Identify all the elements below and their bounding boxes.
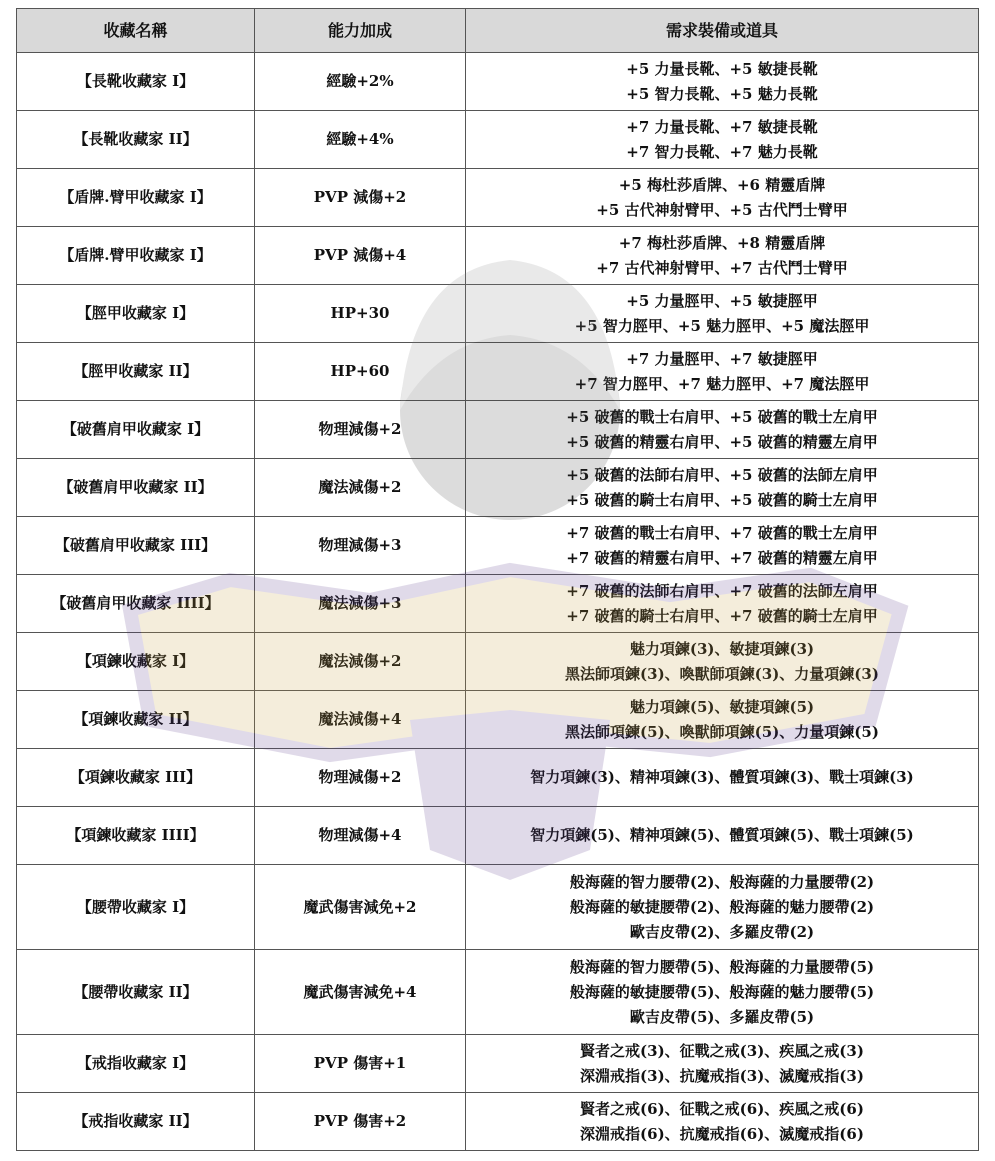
table-row [17,227,979,285]
required-item-line: +7 智力脛甲、+7 魅力脛甲、+7 魔法脛甲 [574,374,870,393]
required-items-cell [466,343,979,401]
required-item-line: +7 智力長靴、+7 魅力長靴 [626,142,818,161]
required-items-cell [466,749,979,807]
required-item-line: +5 古代神射臂甲、+5 古代鬥士臂甲 [596,200,848,219]
collection-table [16,8,979,1151]
required-item-line: 般海薩的智力腰帶(5)、般海薩的力量腰帶(5) [569,957,875,976]
ability-bonus-cell: 魔法減傷+4 [255,691,466,749]
required-item-line: +7 破舊的精靈右肩甲、+7 破舊的精靈左肩甲 [566,548,878,567]
header-collection-name: 收藏名稱 [17,9,255,53]
required-items-cell [466,633,979,691]
collection-name-cell: 【盾牌.臂甲收藏家 I】 [17,169,255,227]
table-row [17,285,979,343]
ability-bonus-cell: 物理減傷+2 [255,749,466,807]
required-item-line: 深淵戒指(3)、抗魔戒指(3)、滅魔戒指(3) [580,1066,864,1085]
ability-bonus-cell: HP+30 [255,285,466,343]
required-item-line: +7 破舊的戰士右肩甲、+7 破舊的戰士左肩甲 [566,523,878,542]
ability-bonus-cell: 經驗+4% [255,111,466,169]
ability-bonus-cell: 魔武傷害減免+4 [255,950,466,1035]
table-body [17,53,979,1151]
table-row [17,53,979,111]
required-item-line: 般海薩的智力腰帶(2)、般海薩的力量腰帶(2) [569,872,875,891]
ability-bonus-cell: 經驗+2% [255,53,466,111]
required-item-line: +5 破舊的戰士右肩甲、+5 破舊的戰士左肩甲 [566,407,878,426]
collection-name-cell: 【脛甲收藏家 II】 [17,343,255,401]
collection-name-cell: 【戒指收藏家 I】 [17,1035,255,1093]
table-row [17,691,979,749]
required-item-line: 智力項鍊(5)、精神項鍊(5)、體質項鍊(5)、戰士項鍊(5) [530,826,914,844]
collection-name-cell: 【長靴收藏家 I】 [17,53,255,111]
ability-bonus-cell: 物理減傷+2 [255,401,466,459]
required-item-line: 般海薩的敏捷腰帶(2)、般海薩的魅力腰帶(2) [569,897,875,916]
table-row [17,1093,979,1151]
ability-bonus-cell: 物理減傷+3 [255,517,466,575]
header-required-items: 需求裝備或道具 [466,9,979,53]
required-item-line: +7 古代神射臂甲、+7 古代鬥士臂甲 [596,258,848,277]
table-row [17,401,979,459]
required-item-line: +7 梅杜莎盾牌、+8 精靈盾牌 [618,233,826,252]
ability-bonus-cell: 魔法減傷+3 [255,575,466,633]
required-item-line: 魅力項鍊(5)、敏捷項鍊(5) [629,697,815,716]
collection-name-cell: 【項鍊收藏家 III】 [17,749,255,807]
table-row [17,633,979,691]
collection-name-cell: 【腰帶收藏家 II】 [17,950,255,1035]
collection-name-cell: 【腰帶收藏家 I】 [17,865,255,950]
table-header-row [17,9,979,53]
required-item-line: +7 力量長靴、+7 敏捷長靴 [626,117,818,136]
required-item-line: 歐吉皮帶(5)、多羅皮帶(5) [629,1007,815,1026]
required-items-cell [466,169,979,227]
table-row [17,749,979,807]
required-items-cell [466,285,979,343]
required-items-cell [466,53,979,111]
ability-bonus-cell: 魔武傷害減免+2 [255,865,466,950]
ability-bonus-cell: 物理減傷+4 [255,807,466,865]
required-item-line: +5 破舊的法師右肩甲、+5 破舊的法師左肩甲 [566,465,878,484]
required-items-cell [466,575,979,633]
required-item-line: +7 力量脛甲、+7 敏捷脛甲 [626,349,818,368]
collection-name-cell: 【破舊肩甲收藏家 III】 [17,517,255,575]
collection-name-cell: 【項鍊收藏家 I】 [17,633,255,691]
collection-name-cell: 【項鍊收藏家 II】 [17,691,255,749]
collection-name-cell: 【項鍊收藏家 IIII】 [17,807,255,865]
ability-bonus-cell: 魔法減傷+2 [255,633,466,691]
required-items-cell [466,807,979,865]
required-item-line: +5 力量脛甲、+5 敏捷脛甲 [626,291,818,310]
collection-name-cell: 【破舊肩甲收藏家 I】 [17,401,255,459]
required-item-line: +5 智力脛甲、+5 魅力脛甲、+5 魔法脛甲 [574,316,870,335]
required-items-cell [466,459,979,517]
table-row [17,517,979,575]
required-item-line: +7 破舊的法師右肩甲、+7 破舊的法師左肩甲 [566,581,878,600]
required-item-line: 黑法師項鍊(5)、喚獸師項鍊(5)、力量項鍊(5) [565,722,879,741]
ability-bonus-cell: 魔法減傷+2 [255,459,466,517]
required-items-cell [466,1093,979,1151]
required-items-cell [466,401,979,459]
collection-name-cell: 【戒指收藏家 II】 [17,1093,255,1151]
ability-bonus-cell: PVP 減傷+2 [255,169,466,227]
ability-bonus-cell: PVP 傷害+1 [255,1035,466,1093]
required-item-line: 般海薩的敏捷腰帶(5)、般海薩的魅力腰帶(5) [569,982,875,1001]
required-items-cell [466,865,979,950]
table-row [17,865,979,950]
collection-name-cell: 【破舊肩甲收藏家 II】 [17,459,255,517]
required-item-line: +5 梅杜莎盾牌、+6 精靈盾牌 [618,175,826,194]
ability-bonus-cell: PVP 減傷+4 [255,227,466,285]
table-row [17,807,979,865]
required-item-line: +5 智力長靴、+5 魅力長靴 [626,84,818,103]
required-items-cell [466,111,979,169]
table-row [17,169,979,227]
table-row [17,111,979,169]
table-row [17,343,979,401]
collection-table-container [16,8,978,1151]
required-item-line: +5 破舊的騎士右肩甲、+5 破舊的騎士左肩甲 [566,490,878,509]
collection-name-cell: 【長靴收藏家 II】 [17,111,255,169]
required-items-cell [466,691,979,749]
table-row [17,459,979,517]
required-item-line: +5 力量長靴、+5 敏捷長靴 [626,59,818,78]
required-item-line: +7 破舊的騎士右肩甲、+7 破舊的騎士左肩甲 [566,606,878,625]
required-item-line: 歐吉皮帶(2)、多羅皮帶(2) [629,922,815,941]
required-item-line: 魅力項鍊(3)、敏捷項鍊(3) [629,639,815,658]
required-items-cell [466,517,979,575]
table-row [17,1035,979,1093]
required-items-cell [466,227,979,285]
header-ability-bonus: 能力加成 [255,9,466,53]
required-item-line: 智力項鍊(3)、精神項鍊(3)、體質項鍊(3)、戰士項鍊(3) [530,768,914,786]
collection-name-cell: 【破舊肩甲收藏家 IIII】 [17,575,255,633]
required-item-line: 深淵戒指(6)、抗魔戒指(6)、滅魔戒指(6) [580,1124,864,1143]
ability-bonus-cell: PVP 傷害+2 [255,1093,466,1151]
required-item-line: +5 破舊的精靈右肩甲、+5 破舊的精靈左肩甲 [566,432,878,451]
required-item-line: 黑法師項鍊(3)、喚獸師項鍊(3)、力量項鍊(3) [565,664,879,683]
required-item-line: 賢者之戒(3)、征戰之戒(3)、疾風之戒(3) [580,1041,864,1060]
required-items-cell [466,1035,979,1093]
required-items-cell [466,950,979,1035]
table-row [17,575,979,633]
required-item-line: 賢者之戒(6)、征戰之戒(6)、疾風之戒(6) [580,1099,864,1118]
ability-bonus-cell: HP+60 [255,343,466,401]
collection-name-cell: 【盾牌.臂甲收藏家 I】 [17,227,255,285]
collection-name-cell: 【脛甲收藏家 I】 [17,285,255,343]
table-row [17,950,979,1035]
